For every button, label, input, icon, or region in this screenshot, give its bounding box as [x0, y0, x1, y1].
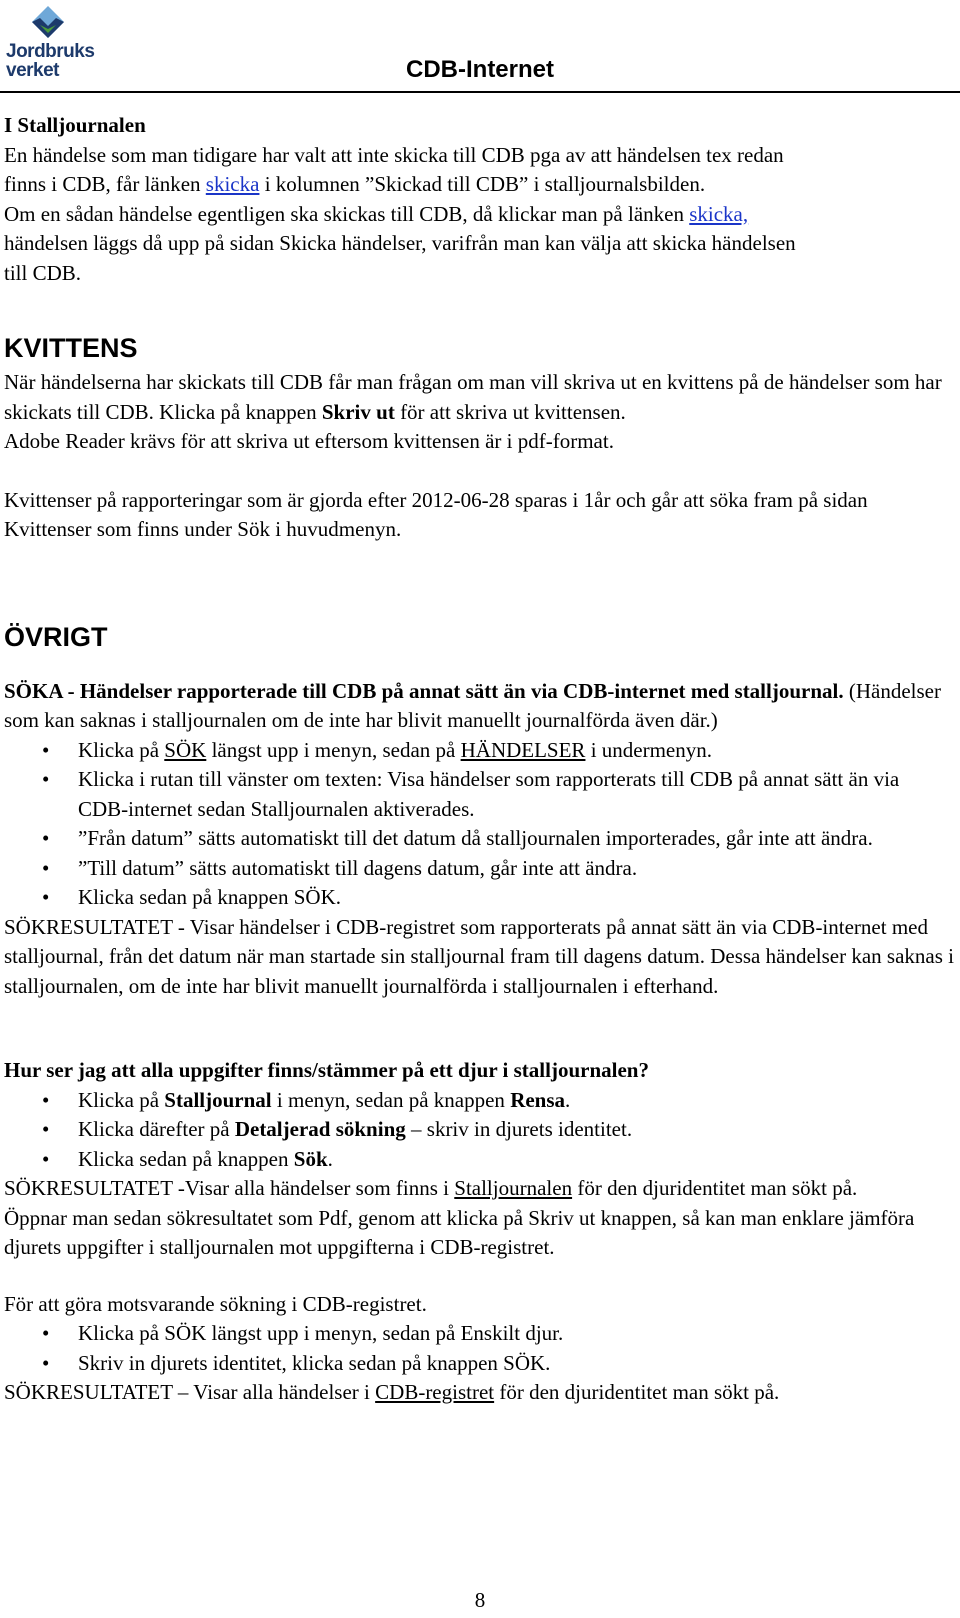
ovrigt-result: SÖKRESULTATET - Visar händelser i CDB-registret som rapporterats på annat sätt än via CDB-internet med stalljournal, från det datum när man startade sin stalljournal fram till dagens datum. Dessa händelser kan saknas i stalljournalen, om de inte har blivit manuellt journalförda i stalljournalen i efterhand. [4, 914, 954, 998]
cdb-bullet-1: • Klicka på SÖK längst upp i menyn, sedan på Enskilt djur. [4, 1319, 954, 1349]
stalljournal-label: Stalljournal [164, 1087, 272, 1112]
hb2-a: Klicka därefter på [78, 1117, 235, 1141]
ovrigt-intro-rest: (Händelser som kan saknas i stalljournalen om de inte har blivit manuellt journalförda även där.) [4, 678, 941, 732]
hb3-a: Klicka sedan på knappen [78, 1146, 294, 1171]
logo-text-line-1: Jordbruks [6, 41, 95, 62]
b1-text-a: Klicka på [78, 737, 165, 762]
ovrigt-heading: ÖVRIGT [4, 621, 108, 652]
ovrigt-bullet-4: • ”Till datum” sätts automatiskt till dagens datum, går inte att ändra. [4, 854, 954, 884]
header-divider [0, 91, 960, 93]
document-body [4, 111, 954, 1408]
cdb-bullet-list [4, 1319, 954, 1378]
ovrigt-bullet-list [4, 736, 954, 913]
stalljournalen-link[interactable]: Stalljournalen [454, 1176, 573, 1200]
skicka-link-2[interactable]: skicka, [689, 201, 749, 226]
section-howto [4, 1056, 954, 1408]
spacer [4, 457, 954, 486]
hr1-a: SÖKRESULTATET -Visar alla händelser som finns i [4, 1176, 455, 1200]
spacer [4, 1001, 954, 1056]
sok-label: Sök [293, 1146, 328, 1171]
stall-line-2-a: finns i CDB, får länken [4, 172, 206, 196]
howto-heading-text: Hur ser jag att alla uppgifter finns/stämmer på ett djur i stalljournalen? [4, 1058, 649, 1082]
hr4-b: för den djuridentitet man sökt på. [494, 1380, 780, 1404]
stall-line-4: händelsen läggs då upp på sidan Skicka händelser, varifrån man kan välja att skicka händelsen [4, 231, 796, 255]
ovrigt-intro-bold: SÖKA - Händelser rapporterade till CDB på annat sätt än via CDB-internet med stalljournal. [4, 678, 844, 703]
header-title: CDB-Internet [406, 56, 554, 83]
spacer [4, 288, 954, 330]
howto-result-4 [4, 1378, 954, 1408]
howto-result-3: För att göra motsvarande sökning i CDB-registret. [4, 1291, 427, 1316]
kvittens-heading: KVITTENS [4, 333, 138, 363]
spacer [4, 545, 954, 619]
handelser-menu-link[interactable]: HÄNDELSER [460, 737, 586, 762]
ovrigt-bullet-3: • ”Från datum” sätts automatiskt till det datum då stalljournalen importerades, går inte att ändra. [4, 824, 954, 854]
rensa-label: Rensa [510, 1087, 566, 1112]
hb2-b: – skriv in djurets identitet. [405, 1117, 633, 1141]
kvittens-paragraph-3: Kvittenser på rapporteringar som är gjorda efter 2012-06-28 sparas i 1år och går att söka fram på sidan Kvittenser som finns under Sök i huvudmenyn. [4, 487, 868, 541]
cdb-registret-link[interactable]: CDB-registret [375, 1380, 495, 1404]
hb3-b: . [327, 1146, 333, 1171]
hb1-c: . [565, 1087, 571, 1112]
howto-bullet-2 [4, 1115, 954, 1145]
stall-line-5: till CDB. [4, 260, 82, 285]
detaljerad-sokning-label: Detaljerad sökning [234, 1117, 406, 1141]
stall-line-3 [4, 200, 954, 230]
b1-text-b: längst upp i menyn, sedan på [206, 737, 461, 762]
stall-line-1: En händelse som man tidigare har valt att inte skicka till CDB pga av att händelsen tex redan [4, 142, 784, 167]
hb1-b: i menyn, sedan på knappen [271, 1087, 511, 1112]
kvittens-p1-end: för att skriva ut kvittensen. [394, 399, 626, 424]
hr1-b: för den djuridentitet man sökt på. [572, 1176, 858, 1200]
howto-bullet-1 [4, 1086, 954, 1116]
cdb-bullet-2: • Skriv in djurets identitet, klicka sedan på knappen SÖK. [4, 1349, 954, 1379]
spacer [4, 1263, 954, 1290]
howto-bullet-list [4, 1086, 954, 1175]
stall-line-2 [4, 170, 954, 200]
howto-result-2: Öppnar man sedan sökresultatet som Pdf, genom att klicka på Skriv ut knappen, så kan man enklare jämföra djurets uppgifter i stalljournalen mot uppgifterna i CDB-registret. [4, 1205, 915, 1259]
stall-line-2-b: i kolumnen ”Skickad till CDB” i stalljournalsbilden. [259, 172, 706, 196]
hb1-a: Klicka på [78, 1087, 165, 1112]
hr4-a: SÖKRESULTATET – Visar alla händelser i [4, 1380, 376, 1404]
ovrigt-bullet-1 [4, 736, 954, 766]
stall-heading [4, 111, 954, 141]
spacer [4, 655, 954, 677]
section-kvittens [4, 330, 954, 545]
stall-line-3-a: Om en sådan händelse egentligen ska skickas till CDB, då klickar man på länken [4, 201, 690, 226]
page-number: 8 [474, 1588, 486, 1612]
section-ovrigt [4, 619, 954, 1002]
kvittens-paragraph-2: Adobe Reader krävs för att skriva ut eftersom kvittensen är i pdf-format. [4, 429, 614, 453]
kvittens-paragraph-1 [4, 368, 954, 427]
stall-heading-text: I Stalljournalen [4, 113, 146, 137]
ovrigt-bullet-2: • Klicka i rutan till vänster om texten: Visa händelser som rapporterats till CDB på annat sätt än via CDB-internet sedan Stalljournalen aktiverades. [4, 765, 954, 824]
logo-text-line-2: verket [6, 60, 59, 81]
logo-diamond-icon [28, 4, 68, 42]
b1-text-c: i undermenyn. [585, 737, 713, 762]
howto-bullet-3 [4, 1145, 954, 1175]
ovrigt-intro [4, 677, 954, 736]
sok-menu-link[interactable]: SÖK [164, 737, 207, 762]
kvittens-p1-text: När händelserna har skickats till CDB får man frågan om man vill skriva ut en kvittens på de händelser som har skickats till CDB. Klicka på knappen [4, 370, 942, 424]
howto-result-1 [4, 1174, 954, 1204]
page-header [0, 0, 960, 100]
howto-heading [4, 1056, 954, 1086]
section-stalljournalen [4, 111, 954, 288]
ovrigt-bullet-5: • Klicka sedan på knappen SÖK. [4, 883, 954, 913]
skriv-ut-label: Skriv ut [321, 399, 395, 424]
skicka-link[interactable]: skicka [205, 172, 260, 196]
